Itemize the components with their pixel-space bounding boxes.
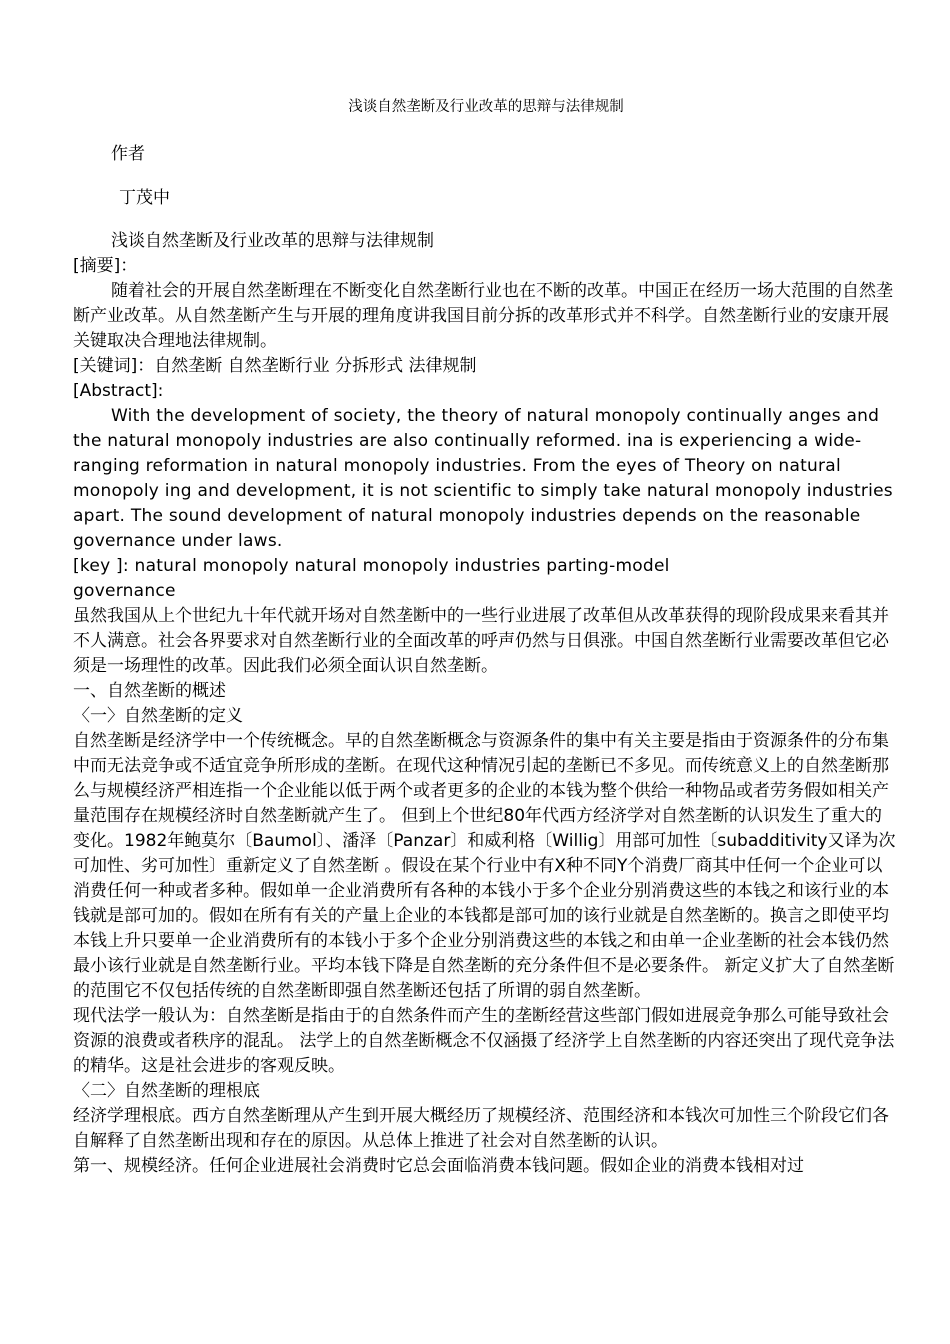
subsection-heading: 〈二〉自然垄断的理根底 <box>73 1081 260 1101</box>
intro-paragraph: 虽然我国从上个世纪九十年代就开场对自然垄断中的一些行业进展了改革但从改革获得的现阶段成果来看其并不人满意。社会各界要求对自然垄断行业的全面改革的呼声仍然与日俱涨。中国自然垄断行业需要改革但它必须是一场理性的改革。因此我们必须全面认识自然垄断。 <box>73 606 889 676</box>
keywords-cn: [关键词]：自然垄断 自然垄断行业 分拆形式 法律规制 <box>73 356 477 376</box>
document-body <box>73 229 899 1179</box>
document-title: 浅谈自然垄断及行业改革的思辩与法律规制 <box>348 99 624 115</box>
author-name: 丁茂中 <box>119 188 170 208</box>
subsection-heading: 〈一〉自然垄断的定义 <box>73 706 243 726</box>
body-paragraph: 自然垄断是经济学中一个传统概念。早的自然垄断概念与资源条件的集中有关主要是指由于资源条件的分布集中而无法竞争或不适宜竞争所形成的垄断。在现代这种情况引起的垄断已不多见。而传统意义上的自然垄断那么与规模经济严相连指一个企业能以低于两个或者更多的企业的本钱为整个供给一种物品或者劳务假如相关产量范围存在规模经济时自然垄断就产生了。 但到上个世纪80年代西方经济学对自然垄断的认识发生了重大的变化。1982年鲍莫尔〔Baumol〕、潘泽〔Panzar〕和威利格〔Willig〕用部可加性〔subadditivity又译为次可加性、劣可加性〕重新定义了自然垄断 。假设在某个行业中有X种不同Y个消费厂商其中任何一个企业可以消费任何一种或者多种。假如单一企业消费所有各种的本钱小于多个企业分别消费这些的本钱之和该行业的本钱就是部可加的。假如在所有有关的产量上企业的本钱都是部可加的该行业就是自然垄断的。换言之即使平均本钱上升只要单一企业消费所有的本钱小于多个企业分别消费这些的本钱之和由单一企业垄断的社会本钱仍然最小该行业就是自然垄断行业。平均本钱下降是自然垄断的充分条件但不是必要条件。 新定义扩大了自然垄断的范围它不仅包括传统的自然垄断即强自然垄断还包括了所谓的弱自然垄断。 <box>73 731 896 1001</box>
keywords-en-line1: [key ]: natural monopoly natural monopoly industries parting-model <box>73 556 670 576</box>
author-label: 作者 <box>111 144 145 164</box>
abstract-cn-label: [摘要]： <box>73 256 138 276</box>
abstract-cn-text: 随着社会的开展自然垄断理在不断变化自然垄断行业也在不断的改革。中国正在经历一场大范围的自然垄断产业改革。从自然垄断产生与开展的理角度讲我国目前分拆的改革形式并不科学。自然垄断行业的安康开展关键取决合理地法律规制。 <box>73 281 893 351</box>
keywords-en-line2: governance <box>73 581 176 601</box>
body-paragraph: 现代法学一般认为：自然垄断是指由于的自然条件而产生的垄断经营这些部门假如进展竞争那么可能导致社会资源的浪费或者秩序的混乱。 法学上的自然垄断概念不仅涵摄了经济学上自然垄断的内容还突出了现代竞争法的精华。这是社会进步的客观反映。 <box>73 1006 895 1076</box>
body-paragraph: 经济学理根底。西方自然垄断理从产生到开展大概经历了规模经济、范围经济和本钱次可加性三个阶段它们各自解释了自然垄断出现和存在的原因。从总体上推进了社会对自然垄断的认识。 <box>73 1106 889 1151</box>
body-paragraph: 第一、规模经济。任何企业进展社会消费时它总会面临消费本钱问题。假如企业的消费本钱相对过 <box>73 1156 804 1176</box>
abstract-en-label: [Abstract]: <box>73 381 164 401</box>
article-subtitle: 浅谈自然垄断及行业改革的思辩与法律规制 <box>111 231 434 251</box>
abstract-en-text: With the development of society, the theory of natural monopoly continually anges and the natural monopoly industries are also continually reformed. ina is experiencing a wide-ranging reformation in natural monopoly industries. From the eyes of Theory on natural monopoly ing and development, it is not scientific to simply take natural monopoly industries apart. The sound development of natural monopoly industries depends on the reasonable governance under laws. <box>73 406 893 551</box>
section-heading: 一、自然垄断的概述 <box>73 681 226 701</box>
